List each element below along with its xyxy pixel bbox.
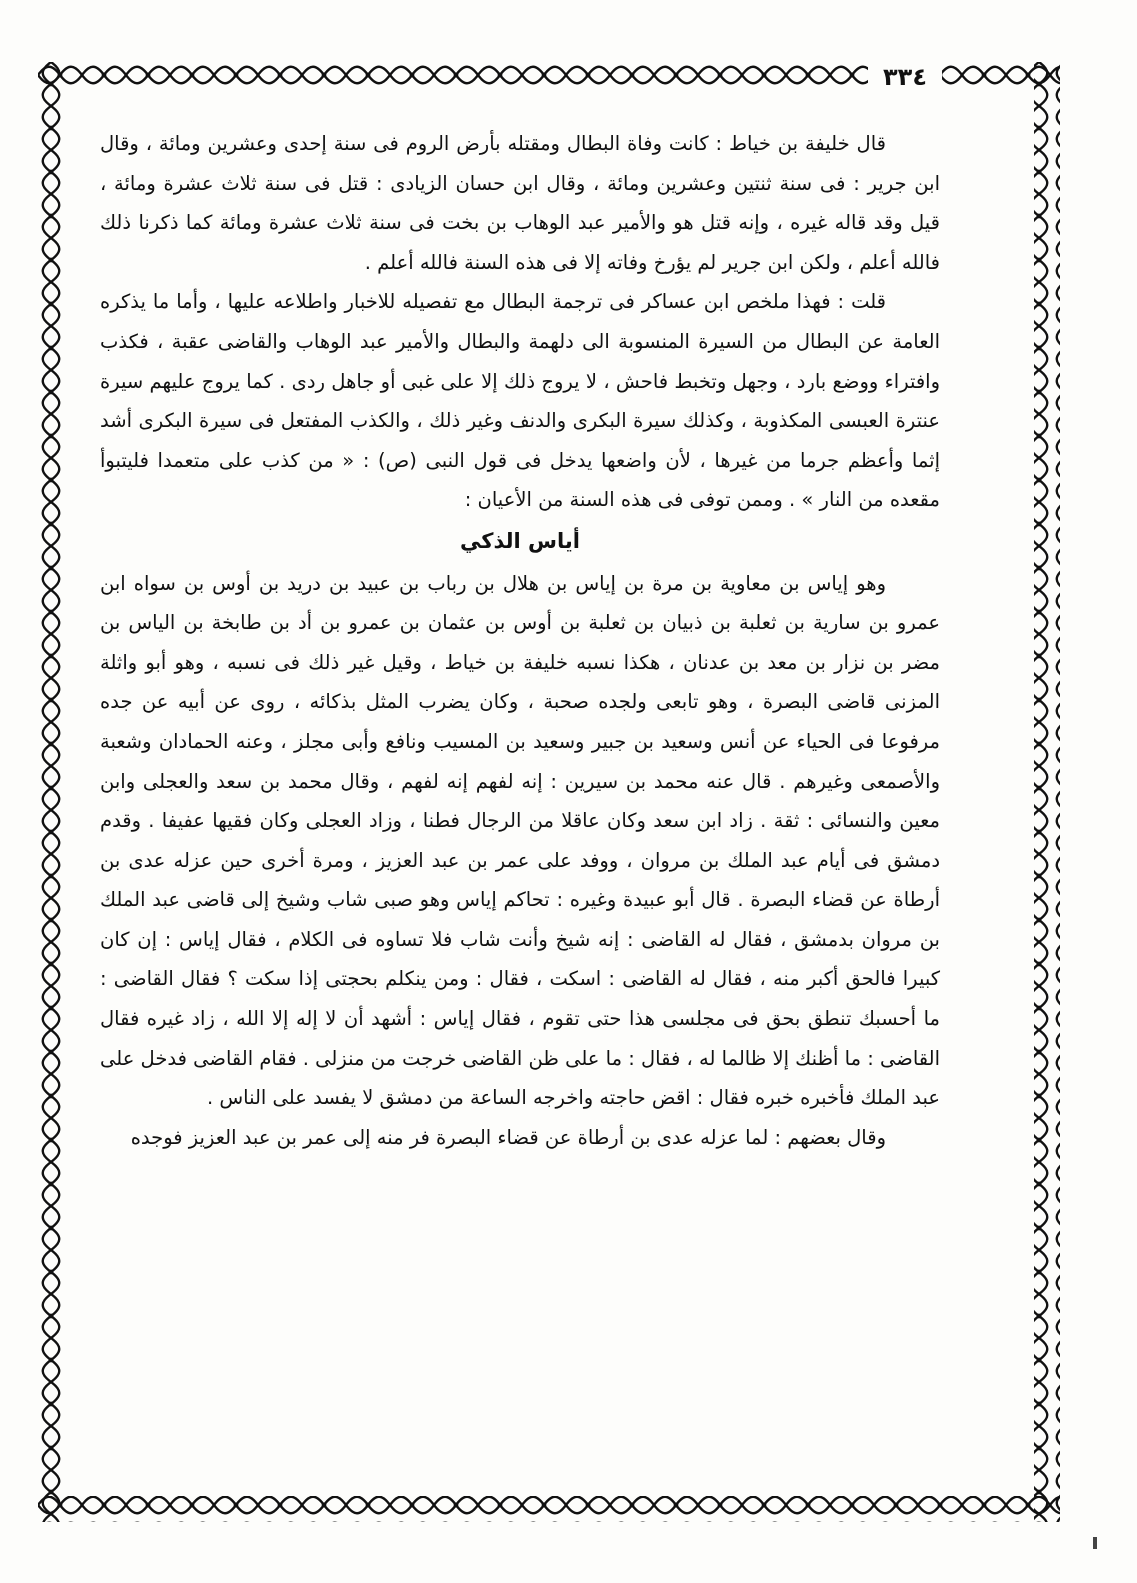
- paragraph: وهو إياس بن معاوية بن مرة بن إياس بن هلال بن رباب بن عبيد بن دريد بن أوس بن سواه ابن عمرو بن سارية بن ثعلبة بن ذبيان بن ثعلبة بن أوس بن عثمان بن عمرو بن أد بن طابخة بن الياس بن مضر بن نزار بن معد بن عدنان ، هكذا نسبه خليفة بن خياط ، وقيل غير ذلك فى نسبه ، وهو أبو واثلة المزنى قاضى البصرة ، وهو تابعى ولجده صحبة ، وكان يضرب المثل بذكائه ، روى عن أبيه عن جده مرفوعا فى الحياء عن أنس وسعيد بن جبير وسعيد بن المسيب ونافع وأبى مجلز ، وعنه الحمادان وشعبة والأصمعى وغيرهم . قال عنه محمد بن سيرين : إنه لفهم إنه لفهم ، وقال محمد بن سعد والعجلى وابن معين والنسائى : ثقة . زاد ابن سعد وكان عاقلا من الرجال فطنا ، وزاد العجلى وكان فقيها عفيفا . وقدم دمشق فى أيام عبد الملك بن مروان ، ووفد على عمر بن عبد العزيز ، ومرة أخرى حين عزله عدى بن أرطاة عن قضاء البصرة . قال أبو عبيدة وغيره : تحاكم إياس وهو صبى شاب وشيخ إلى قاضى عبد الملك بن مروان بدمشق ، فقال له القاضى : إنه شيخ وأنت شاب فلا تساوه فى الكلام ، فقال إياس : إن كان كبيرا فالحق أكبر منه ، فقال له القاضى : اسكت ، فقال : ومن ينكلم بحجتى إذا سكت ؟ فقال القاضى : ما أحسبك تنطق بحق فى مجلسى هذا حتى تقوم ، فقال إياس : أشهد أن لا إله إلا الله ، زاد غيره فقال القاضى : ما أظنك إلا ظالما له ، فقال : ما على ظن القاضى خرجت من منزلى . فقام القاضى فدخل على عبد الملك فأخبره خبره فقال : اقض حاجته واخرجه الساعة من دمشق لا يفسد على الناس .: [100, 571, 940, 1110]
- paragraph: قلت : فهذا ملخص ابن عساكر فى ترجمة البطال مع تفصيله للاخبار واطلاعه عليها ، وأما ما يذكره العامة عن البطال من السيرة المنسوبة الى دلهمة والبطال والأمير عبد الوهاب والقاضى عقبة ، فكذب وافتراء ووضع بارد ، وجهل وتخبط فاحش ، لا يروج ذلك إلا على غبى أو جاهل ردى . كما يروج عليهم سيرة عنترة العبسى المكذوبة ، وكذلك سيرة البكرى والدنف وغير ذلك ، والكذب المفتعل فى سيرة البكرى أشد إثما وأعظم جرما من غيرها ، لأن واضعها يدخل فى قول النبى (ص) : « من كذب على متعمدا فليتبوأ مقعده من النار » . وممن توفى فى هذه السنة من الأعيان :: [100, 290, 940, 512]
- page-body: [100, 124, 940, 1454]
- paragraph: وقال بعضهم : لما عزله عدى بن أرطاة عن قضاء البصرة فر منه إلى عمر بن عبد العزيز فوجده: [130, 1125, 886, 1149]
- page-number: ٣٣٤: [868, 62, 942, 92]
- section-heading: أياس الذكي: [460, 528, 580, 553]
- edge-mark: [1093, 1537, 1097, 1549]
- paragraph: قال خليفة بن خياط : كانت وفاة البطال ومقتله بأرض الروم فى سنة إحدى وعشرين ومائة ، وقال ابن جرير : فى سنة ثنتين وعشرين ومائة ، وقال ابن حسان الزيادى : قتل فى سنة ثلاث عشرة ومائة ، قيل وقد قاله غيره ، وإنه قتل هو والأمير عبد الوهاب بن بخت فى سنة ثلاث عشرة ومائة كما ذكرنا ذلك فالله أعلم ، ولكن ابن جرير لم يؤرخ وفاته إلا فى هذه السنة فالله أعلم .: [100, 132, 940, 274]
